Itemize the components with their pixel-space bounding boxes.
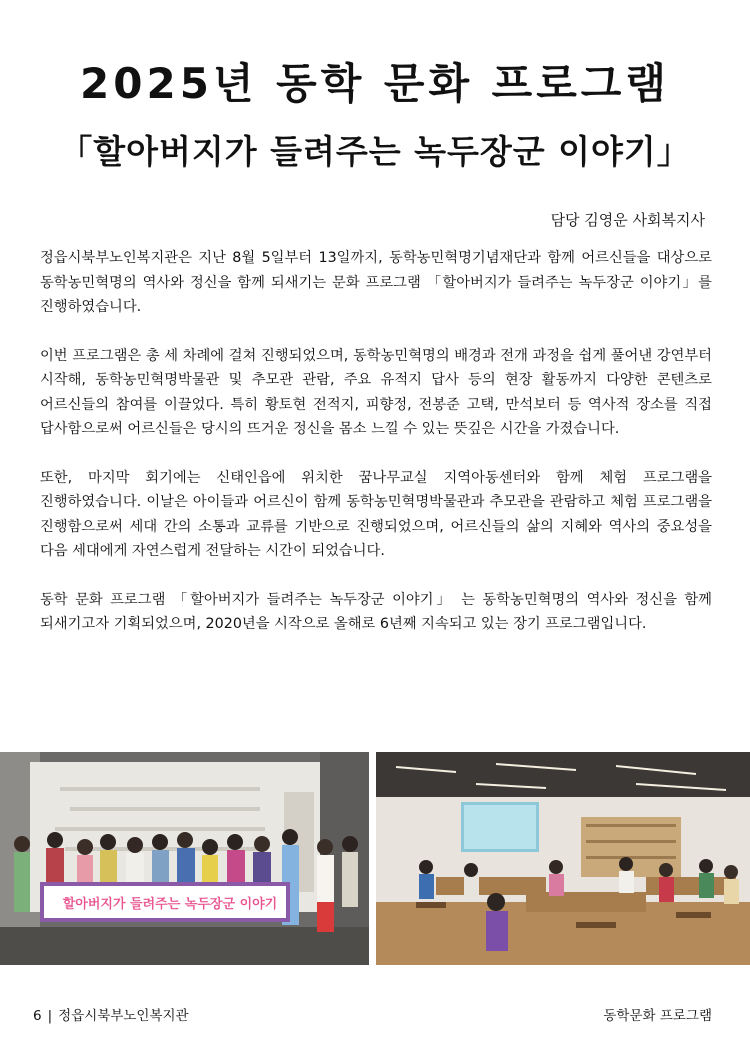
paragraph: 또한, 마지막 회기에는 신태인읍에 위치한 꿈나무교실 지역아동센터와 함께 체험 프로그램을 진행하였습니다. 이날은 아이들과 어르신이 함께 동학농민혁명박물관과 추모관을 관람하고 체험 프로그램을 진행함으로써 세대 간의 소통과 교류를 기반으로 진행되었으며, 어르신들의 삶의 지혜와 역사의 중요성을 다음 세대에게 자연스럽게 전달하는 시간이 되었습니다. [40, 469, 712, 559]
classroom-photo [376, 752, 750, 965]
paragraph: 이번 프로그램은 총 세 차례에 걸쳐 진행되었으며, 동학농민혁명의 배경과 전개 과정을 쉽게 풀어낸 강연부터 시작해, 동학농민혁명박물관 및 추모관 관람, 주요 유적지 답사 등의 현장 활동까지 다양한 콘텐츠로 어르신들의 참여를 이끌었다. 특히 황토현 전적지, 피향정, 전봉준 고택, 만석보터 등 역사적 장소를 직접 답사함으로써 어르신들은 당시의 뜨거운 정신을 몸소 느낄 수 있는 뜻깊은 시간을 가졌습니다. [40, 347, 712, 437]
article-body [40, 246, 712, 661]
paragraph: 동학 문화 프로그램 「할아버지가 들려주는 녹두장군 이야기」 는 동학농민혁명의 역사와 정신을 함께 되새기고자 기획되었으며, 2020년을 시작으로 올해로 6년째 지속되고 있는 장기 프로그램입니다. [40, 591, 712, 632]
banner-text: 할아버지가 들려주는 녹두장군 이야기 [62, 897, 278, 912]
paragraph: 정읍시북부노인복지관은 지난 8월 5일부터 13일까지, 동학농민혁명기념재단과 함께 어르신들을 대상으로 동학농민혁명의 역사와 정신을 함께 되새기는 문화 프로그램 「할아버지가 들려주는 녹두장군 이야기」를 진행하였습니다. [40, 250, 712, 315]
photo-row [0, 752, 750, 965]
author-line: 담당 김영운 사회복지사 [550, 211, 705, 229]
footer-org-name: 정읍시북부노인복지관 [58, 1008, 189, 1024]
group-photo [0, 752, 369, 965]
page-title: 2025년 동학 문화 프로그램 [80, 59, 670, 108]
footer-left [33, 1006, 189, 1026]
page-number: 6 [33, 1008, 42, 1024]
footer-section-name: 동학문화 프로그램 [603, 1008, 712, 1024]
program-subtitle: 「할아버지가 들려주는 녹두장군 이야기」 [59, 132, 691, 171]
footer-separator: | [47, 1008, 53, 1024]
